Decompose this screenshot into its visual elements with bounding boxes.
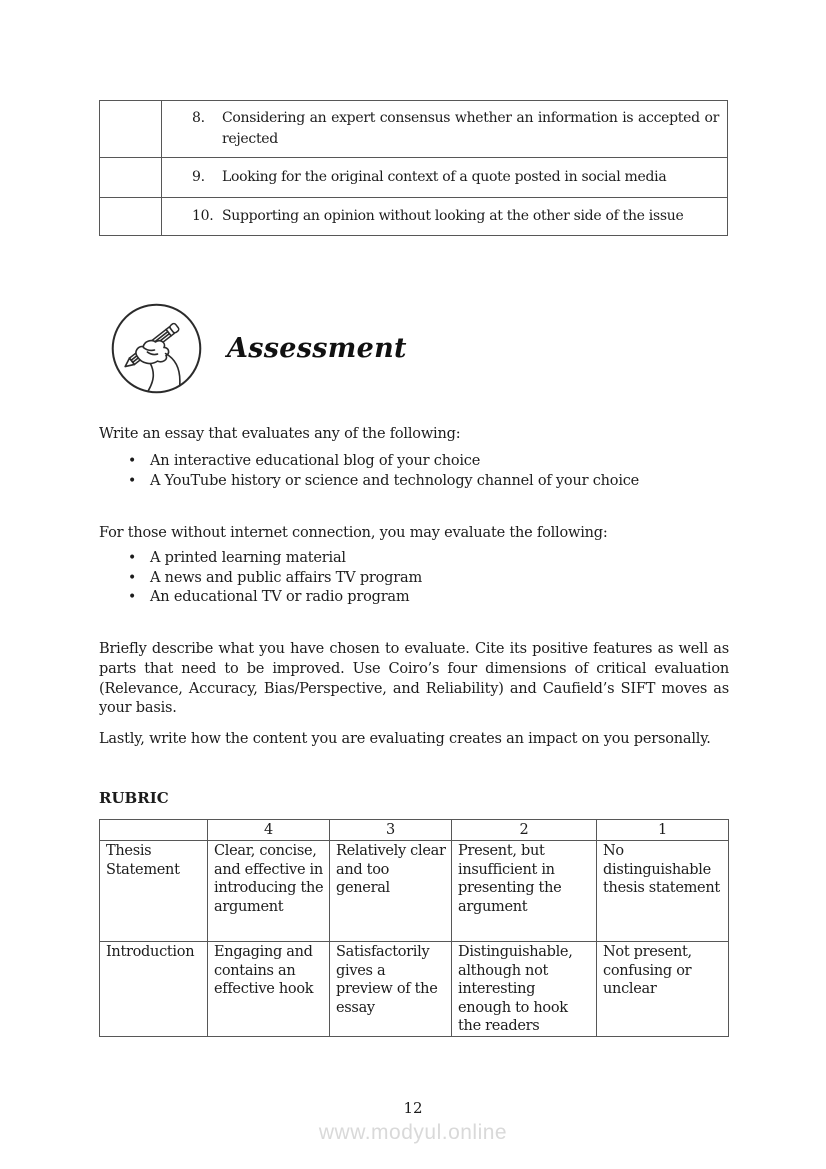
item-text: Considering an expert consensus whether an information is accepted or rejected <box>222 110 719 147</box>
level-cell: Present, but insufficient in presenting the argument <box>452 841 597 942</box>
page-number: 12 <box>403 1099 423 1117</box>
table-row <box>100 158 728 198</box>
item-text: Supporting an opinion without looking at the other side of the issue <box>222 208 684 224</box>
item-number: 10. <box>192 208 214 224</box>
essay-intro-text: Write an essay that evaluates any of the following: <box>99 426 461 442</box>
answer-cell <box>100 198 162 236</box>
offline-options-list <box>99 549 759 608</box>
score-header: 1 <box>597 820 729 841</box>
list-item: • A news and public affairs TV program <box>99 569 759 589</box>
item-text: Looking for the original context of a quote posted in social media <box>222 169 667 185</box>
rubric-row <box>100 841 729 942</box>
rubric-heading: RUBRIC <box>99 789 169 807</box>
offline-intro-text: For those without internet connection, you may evaluate the following: <box>99 525 608 541</box>
item-number: 9. <box>192 169 205 185</box>
checklist-table <box>99 100 728 236</box>
score-header: 3 <box>330 820 452 841</box>
list-item: • A YouTube history or science and technology channel of your choice <box>99 472 759 492</box>
hand-writing-icon <box>110 302 203 395</box>
table-row <box>100 198 728 236</box>
rubric-table <box>99 819 729 1037</box>
criterion-cell: Thesis Statement <box>100 841 208 942</box>
table-row <box>100 101 728 158</box>
instructions-paragraph: Briefly describe what you have chosen to evaluate. Cite its positive features as well as parts that need to be improved. Use Coiro’s four dimensions of critical evaluation (Relevance, Accuracy, Bias/Perspective, and Reliability) and Caufield’s SIFT moves as your basis. <box>99 641 729 717</box>
score-header: 2 <box>452 820 597 841</box>
answer-cell <box>100 158 162 198</box>
list-item: • An educational TV or radio program <box>99 588 759 608</box>
level-cell: Satisfactorily gives a preview of the essay <box>330 942 452 1037</box>
item-number: 8. <box>192 110 205 126</box>
assessment-header <box>110 302 407 395</box>
rubric-corner-cell <box>100 820 208 841</box>
level-cell: Engaging and contains an effective hook <box>208 942 330 1037</box>
rubric-header-row <box>100 820 729 841</box>
instructions-paragraph: Lastly, write how the content you are evaluating creates an impact on you personally. <box>99 731 711 747</box>
rubric-row <box>100 942 729 1037</box>
level-cell: Distinguishable, although not interesting enough to hook the readers <box>452 942 597 1037</box>
level-cell: Not present, confusing or unclear <box>597 942 729 1037</box>
criterion-cell: Introduction <box>100 942 208 1037</box>
site-watermark: www.modyul.online <box>318 1121 508 1144</box>
list-item: • An interactive educational blog of your choice <box>99 452 759 472</box>
score-header: 4 <box>208 820 330 841</box>
list-item: • A printed learning material <box>99 549 759 569</box>
answer-cell <box>100 101 162 158</box>
section-heading: Assessment <box>227 333 407 364</box>
level-cell: Clear, concise, and effective in introducing the argument <box>208 841 330 942</box>
online-options-list <box>99 452 759 491</box>
level-cell: Relatively clear and too general <box>330 841 452 942</box>
level-cell: No distinguishable thesis statement <box>597 841 729 942</box>
